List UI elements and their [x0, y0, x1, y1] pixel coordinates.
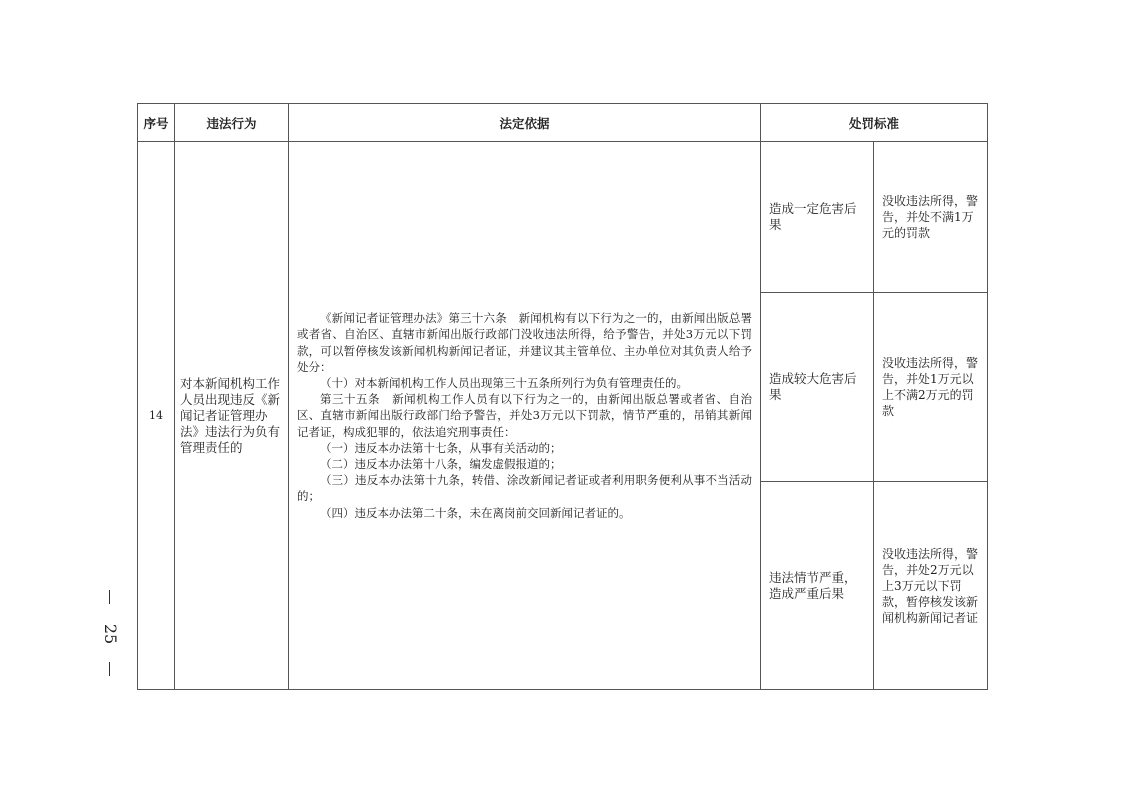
row-seq: 14: [138, 142, 175, 690]
page-number: [90, 590, 130, 680]
basis-paragraph: （一）违反本办法第十七条，从事有关活动的；: [320, 440, 562, 455]
row-violation: 对本新闻机构工作人员出现违反《新闻记者证管理办法》违法行为负有管理责任的: [175, 142, 289, 690]
basis-paragraph: 第三十五条 新闻机构工作人员有以下行为之一的，由新闻出版总署或者省、自治区、直辖市新闻出版行政部门给予警告，并处3万元以下罚款，情节严重的，吊销其新闻记者证，构成犯罪的，依法追究刑事责任：: [297, 392, 752, 439]
header-act: 违法行为: [175, 104, 289, 142]
page-dash: [109, 662, 110, 676]
page-number-text: 25: [101, 623, 120, 645]
penalty-standard: 没收违法所得，警告，并处不满1万元的罚款: [874, 142, 988, 293]
header-row: [138, 104, 988, 142]
severity-level: 违法情节严重，造成严重后果: [761, 482, 874, 690]
basis-paragraph: （三）违反本办法第十九条，转借、涂改新闻记者证或者利用职务便利从事不当活动的；: [297, 473, 752, 504]
header-basis: 法定依据: [289, 104, 761, 142]
table-row: [138, 142, 988, 293]
basis-paragraph: （二）违反本办法第十八条，编发虚假报道的；: [320, 457, 562, 471]
basis-paragraph: （十）对本新闻机构工作人员出现第三十五条所列行为负有管理责任的。: [320, 375, 688, 390]
header-seq: 序号: [138, 104, 175, 142]
page-dash: [109, 590, 110, 604]
penalty-standard: 没收违法所得，警告，并处1万元以上不满2万元的罚款: [874, 293, 988, 482]
basis-paragraph: 《新闻记者证管理办法》第三十六条 新闻机构有以下行为之一的，由新闻出版总署或者省、自治区、直辖市新闻出版行政部门没收违法所得，给予警告，并处3万元以下罚款，可以暂停核发该新闻机构新闻记者证，并建议其主管单位、主办单位对其负责人给予处分：: [297, 311, 752, 374]
severity-level: 造成一定危害后果: [761, 142, 874, 293]
header-penalty: 处罚标准: [761, 104, 988, 142]
row-legal-basis: [289, 142, 761, 690]
severity-level: 造成较大危害后果: [761, 293, 874, 482]
basis-paragraph: （四）违反本办法第二十条，未在离岗前交回新闻记者证的。: [320, 505, 631, 520]
penalty-standard: 没收违法所得，警告，并处2万元以上3万元以下罚款，暂停核发该新闻机构新闻记者证: [874, 482, 988, 690]
penalty-table: [137, 103, 988, 690]
